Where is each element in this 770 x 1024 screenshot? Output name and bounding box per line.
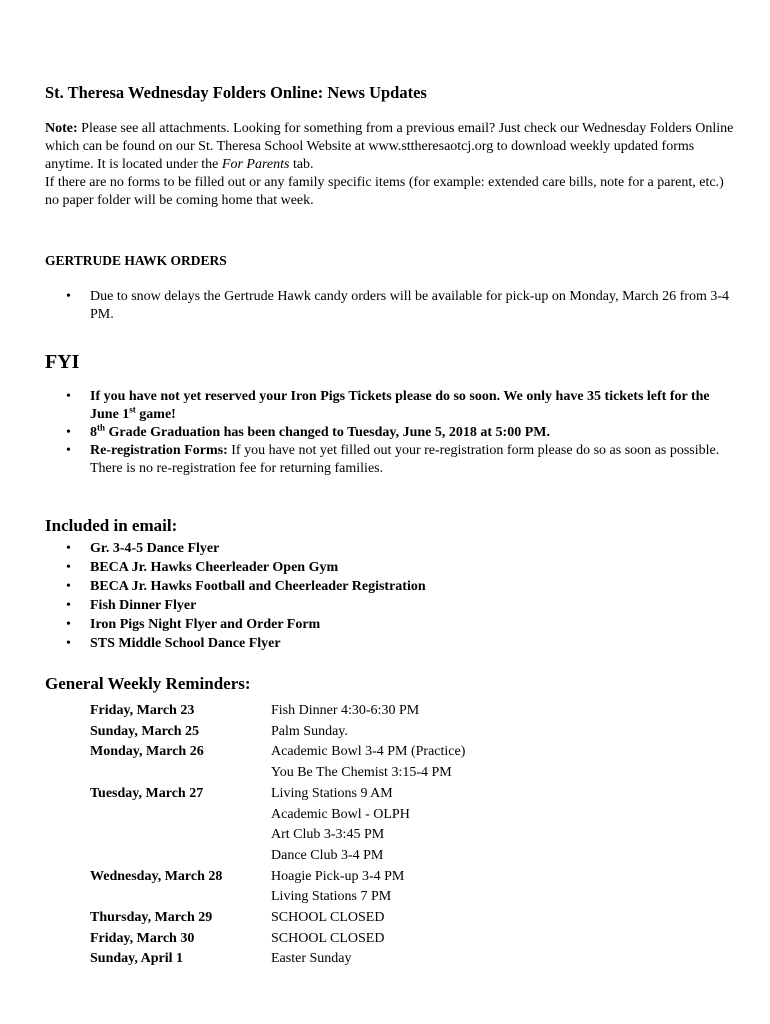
included-list — [45, 539, 735, 653]
reminder-event: SCHOOL CLOSED — [271, 930, 385, 946]
list-item: • STS Middle School Dance Flyer — [45, 634, 735, 653]
list-item: • BECA Jr. Hawks Cheerleader Open Gym — [45, 558, 735, 577]
table-row — [90, 887, 465, 908]
table-row — [90, 784, 465, 805]
fyi-item-2-end: Grade Graduation has been changed to Tuesday, June 5, 2018 at 5:00 PM. — [105, 425, 550, 440]
reminder-day: Sunday, March 25 — [90, 723, 200, 739]
for-parents-link-text: For Parents — [221, 157, 290, 172]
list-item — [45, 424, 735, 442]
reminder-day: Thursday, March 29 — [90, 910, 213, 926]
fyi-heading: FYI — [45, 351, 80, 373]
list-item: • BECA Jr. Hawks Football and Cheerleader Registration — [45, 577, 735, 596]
reminder-event: Hoagie Pick-up 3-4 PM — [271, 868, 405, 884]
list-item: • Gr. 3-4-5 Dance Flyer — [45, 539, 735, 558]
note-paragraph — [45, 120, 735, 174]
list-item — [45, 442, 735, 478]
reminders-heading: General Weekly Reminders: — [45, 674, 251, 693]
page-title: St. Theresa Wednesday Folders Online: News Updates — [45, 83, 427, 102]
reminder-event: Academic Bowl - OLPH — [271, 806, 410, 822]
gertrude-heading: GERTRUDE HAWK ORDERS — [45, 253, 227, 268]
note-text-2: tab. — [289, 157, 314, 172]
reminder-day — [90, 825, 271, 846]
fyi-item-3-text: If you have not yet filled out your re-registration form please do so as soon as possible. There is no re-registration fee for returning families. — [90, 443, 720, 476]
table-row — [90, 929, 465, 950]
reminder-event: Dance Club 3-4 PM — [271, 847, 384, 863]
reminder-event: SCHOOL CLOSED — [271, 910, 385, 926]
document-page — [45, 82, 735, 970]
reminder-day — [90, 887, 271, 908]
table-row — [90, 908, 465, 929]
reminder-day — [90, 763, 271, 784]
table-row — [90, 742, 465, 763]
reminder-day: Friday, March 23 — [90, 703, 195, 718]
table-row — [90, 949, 465, 970]
reminder-day: Sunday, April 1 — [90, 951, 183, 967]
reminder-event: Living Stations 7 PM — [271, 889, 392, 905]
fyi-item-1-sup: st — [129, 404, 136, 415]
fyi-item-1-text: If you have not yet reserved your Iron Pigs Tickets please do so soon. We only have 35 tickets left for the June 1 — [90, 389, 710, 422]
list-item — [45, 388, 735, 424]
reminder-day — [90, 846, 271, 867]
note-text-1: Please see all attachments. Looking for something from a previous email? Just check our Wednesday Folders Online which can be found on our St. Theresa School Website at www.sttheresaotcj.org to download weekly updated forms anytime. It is located under the — [45, 121, 734, 172]
reminder-event: Palm Sunday. — [271, 723, 348, 739]
reminder-day: Tuesday, March 27 — [90, 785, 204, 801]
table-row — [90, 846, 465, 867]
fyi-item-1-end: game! — [135, 407, 176, 422]
reminder-day: Monday, March 26 — [90, 744, 204, 760]
table-row — [90, 825, 465, 846]
table-row — [90, 722, 465, 743]
fyi-item-2-text: 8 — [90, 425, 97, 440]
list-item: • Iron Pigs Night Flyer and Order Form — [45, 615, 735, 634]
fyi-item-3-label: Re-registration Forms: — [90, 443, 228, 458]
reminder-day: Friday, March 30 — [90, 930, 195, 946]
reminder-day: Wednesday, March 28 — [90, 868, 223, 884]
list-item: • Due to snow delays the Gertrude Hawk candy orders will be available for pick-up on Monday, March 26 from 3-4 PM. — [45, 288, 735, 324]
reminder-event: Academic Bowl 3-4 PM (Practice) — [271, 744, 466, 760]
reminder-event: Easter Sunday — [271, 951, 352, 967]
reminder-event: You Be The Chemist 3:15-4 PM — [271, 765, 452, 781]
gertrude-list — [45, 288, 735, 324]
table-row — [90, 805, 465, 826]
table-row — [90, 763, 465, 784]
note-label: Note: — [45, 121, 78, 136]
note-paragraph-2: If there are no forms to be filled out or any family specific items (for example: extended care bills, note for a parent, etc.) no paper folder will be coming home that week. — [45, 175, 724, 208]
reminder-event: Fish Dinner 4:30-6:30 PM — [271, 703, 420, 718]
reminder-event: Living Stations 9 AM — [271, 785, 393, 801]
reminders-table — [90, 701, 465, 970]
fyi-item-2-sup: th — [97, 422, 106, 433]
reminder-day — [90, 805, 271, 826]
fyi-list — [45, 388, 735, 478]
reminder-event: Art Club 3-3:45 PM — [271, 827, 385, 843]
included-heading: Included in email: — [45, 516, 178, 535]
table-row — [90, 701, 465, 722]
table-row — [90, 867, 465, 888]
list-item: • Fish Dinner Flyer — [45, 596, 735, 615]
